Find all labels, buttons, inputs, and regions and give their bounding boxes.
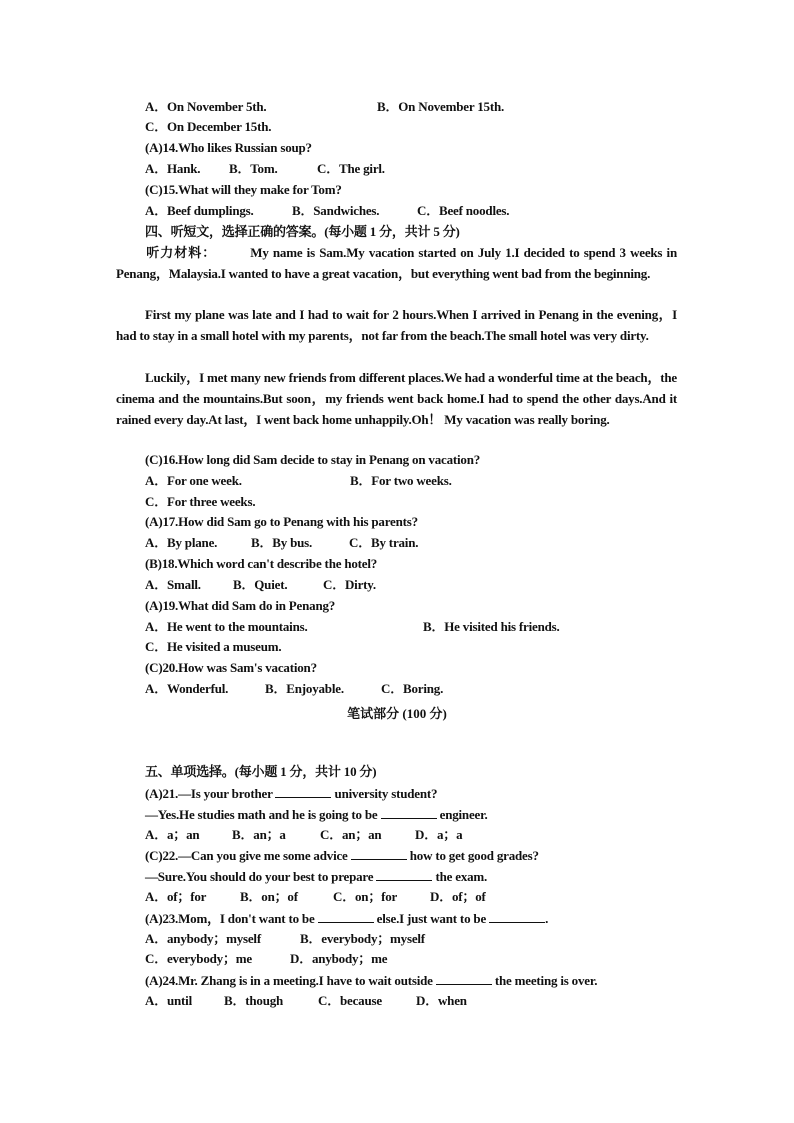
- q23-options-row2: [145, 951, 645, 967]
- q24-option-a: A．until: [145, 993, 193, 1008]
- q19-option-a: A．He went to the mountains.: [145, 619, 308, 634]
- q16-option-c: C．For three weeks.: [145, 494, 256, 509]
- q20-option-b: B．Enjoyable.: [265, 681, 344, 696]
- q20-option-c: C．Boring.: [381, 681, 444, 696]
- q18-options: [145, 577, 645, 593]
- q15-option-c: C．Beef noodles.: [417, 203, 510, 218]
- q17-option-a: A．By plane.: [145, 535, 218, 550]
- paragraph-1-text: My name is Sam.My vacation started on July 1.I decided to spend 3 weeks in Penang，Malaysia.I wanted to have a great vacation，but everything went bad from the beginning.: [116, 245, 677, 281]
- q17-option-b: B．By bus.: [251, 535, 313, 550]
- q21-option-b: B．an；a: [232, 827, 286, 842]
- written-part-title: 笔试部分 (100 分): [347, 706, 447, 721]
- q19-option-b: B．He visited his friends.: [423, 619, 560, 634]
- q22-reply-post: the exam.: [435, 869, 488, 884]
- q21-reply-pre: —Yes.He studies math and he is going to be: [145, 807, 378, 822]
- q23-blank-2: [489, 910, 545, 923]
- q14-option-c: C．The girl.: [317, 161, 385, 176]
- q22-option-c: C．on；for: [333, 889, 398, 904]
- q20-stem: (C)20.How was Sam's vacation?: [145, 660, 317, 675]
- q24-stem-pre: (A)24.Mr. Zhang is in a meeting.I have to wait outside: [145, 973, 433, 988]
- q22-option-d: D．of；of: [430, 889, 486, 904]
- q14-option-a: A．Hank.: [145, 161, 201, 176]
- q15-options: [145, 203, 645, 219]
- q23-stem: [145, 910, 548, 927]
- q22-option-b: B．on；of: [240, 889, 298, 904]
- q23-blank-1: [318, 910, 374, 923]
- q15-option-b: B．Sandwiches.: [292, 203, 380, 218]
- q23-stem-pre: (A)23.Mom，I don't want to be: [145, 911, 315, 926]
- listening-paragraph-3: [116, 368, 677, 430]
- q22-option-a: A．of；for: [145, 889, 207, 904]
- q21-reply-post: engineer.: [439, 807, 488, 822]
- q22-stem-pre: (C)22.—Can you give me some advice: [145, 848, 348, 863]
- q20-option-a: A．Wonderful.: [145, 681, 229, 696]
- q22-blank-2: [376, 868, 432, 881]
- q23-stem-mid: else.I just want to be: [376, 911, 487, 926]
- listening-paragraph-1: [116, 243, 677, 285]
- q19-options-row1: [145, 619, 645, 635]
- q23-option-c: C．everybody；me: [145, 951, 252, 966]
- q18-option-c: C．Dirty.: [323, 577, 376, 592]
- q22-stem-post: how to get good grades?: [409, 848, 539, 863]
- q21-option-c: C．an；an: [320, 827, 382, 842]
- q18-option-b: B．Quiet.: [233, 577, 288, 592]
- listening-paragraph-2: [116, 305, 677, 347]
- q21-option-d: D．a；a: [415, 827, 463, 842]
- q18-option-a: A．Small.: [145, 577, 201, 592]
- q17-option-c: C．By train.: [349, 535, 419, 550]
- q21-stem: [145, 785, 437, 802]
- q24-blank: [436, 972, 492, 985]
- q19-option-c: C．He visited a museum.: [145, 639, 282, 654]
- section5-heading: 五、单项选择。(每小题 1 分，共计 10 分): [145, 764, 377, 779]
- q22-reply-pre: —Sure.You should do your best to prepare: [145, 869, 374, 884]
- q24-stem-post: the meeting is over.: [494, 973, 598, 988]
- q19-stem: (A)19.What did Sam do in Penang?: [145, 598, 336, 613]
- q18-stem: (B)18.Which word can't describe the hotel?: [145, 556, 378, 571]
- q13-option-c: C．On December 15th.: [145, 119, 272, 134]
- q15-option-a: A．Beef dumplings.: [145, 203, 254, 218]
- q17-options: [145, 535, 645, 551]
- q16-stem: (C)16.How long did Sam decide to stay in Penang on vacation?: [145, 452, 481, 467]
- material-label: 听力材料：: [145, 245, 217, 260]
- q22-blank-1: [351, 847, 407, 860]
- q24-option-c: C．because: [318, 993, 382, 1008]
- q23-stem-post: .: [545, 911, 549, 926]
- paragraph-2-text: First my plane was late and I had to wait for 2 hours.When I arrived in Penang in the evening，I had to stay in a small hotel with my parents，not far from the beach.The small hotel was very dirty.: [116, 307, 677, 343]
- q14-stem: (A)14.Who likes Russian soup?: [145, 140, 312, 155]
- q22-stem: [145, 847, 539, 864]
- q22-options: [145, 889, 645, 905]
- q14-options: [145, 161, 645, 177]
- q13-option-b: B．On November 15th.: [377, 99, 505, 114]
- q15-stem: (C)15.What will they make for Tom?: [145, 182, 342, 197]
- q24-options: [145, 993, 645, 1009]
- section4-heading: 四、听短文，选择正确的答案。(每小题 1 分，共计 5 分): [145, 224, 460, 239]
- q16-option-a: A．For one week.: [145, 473, 242, 488]
- q23-option-d: D．anybody；me: [290, 951, 388, 966]
- q14-option-b: B．Tom.: [229, 161, 278, 176]
- q21-options: [145, 827, 645, 843]
- q22-reply: [145, 868, 487, 885]
- q21-blank-1: [275, 785, 331, 798]
- q24-stem: [145, 972, 597, 989]
- q23-options-row1: [145, 931, 645, 947]
- q21-option-a: A．a；an: [145, 827, 200, 842]
- paragraph-3-text: Luckily，I met many new friends from different places.We had a wonderful time at the beach，the cinema and the mountains.But soon，my friends went back home.I had to spend the other days.And it rained every day.At last，I went back home unhappily.Oh！ My vacation was really boring.: [116, 370, 677, 427]
- q23-option-b: B．everybody；myself: [300, 931, 425, 946]
- q17-stem: (A)17.How did Sam go to Penang with his parents?: [145, 514, 418, 529]
- q24-option-d: D．when: [416, 993, 467, 1008]
- q24-option-b: B．though: [224, 993, 284, 1008]
- q21-stem-pre: (A)21.—Is your brother: [145, 786, 273, 801]
- q13-option-a: A．On November 5th.: [145, 99, 267, 114]
- q20-options: [145, 681, 645, 697]
- q16-option-b: B．For two weeks.: [350, 473, 452, 488]
- q21-stem-post: university student?: [334, 786, 438, 801]
- q21-reply: [145, 806, 488, 823]
- q16-options-row1: [145, 473, 645, 489]
- q21-blank-2: [381, 806, 437, 819]
- q23-option-a: A．anybody；myself: [145, 931, 261, 946]
- q13-options-row1: [145, 99, 645, 115]
